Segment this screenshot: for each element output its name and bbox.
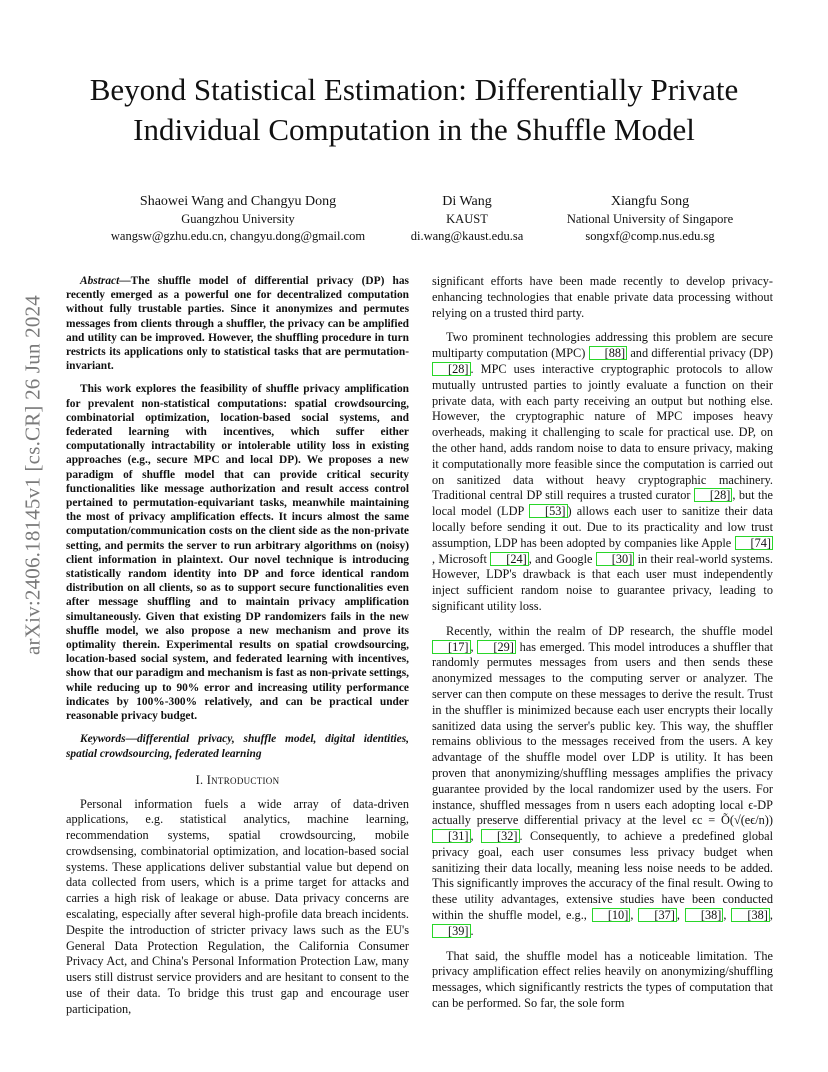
abstract-text-1: —The shuffle model of differential privacy (DP) has recently emerged as a powerful one for decentralized computation without fully trustable parties. Since it anonymizes and permutes messages from clients through a shuffler, the privacy can be amplified and utility can be improved. However, the shuffling procedure in turn restricts its applications only to statistical tasks that are permutation-invariant. — [66, 275, 409, 373]
author-block-1 — [88, 192, 388, 245]
citation-link[interactable]: [39] — [432, 924, 471, 938]
author-email: songxf@comp.nus.edu.sg — [585, 229, 715, 243]
abstract-paragraph-1 — [66, 274, 409, 373]
author-email: wangsw@gzhu.edu.cn, changyu.dong@gmail.com — [110, 229, 366, 243]
author-block-2 — [398, 192, 536, 245]
citation-link[interactable]: [88] — [589, 346, 628, 360]
arxiv-identifier: arXiv:2406.18145v1 [cs.CR] 26 Jun 2024 — [20, 295, 45, 655]
author-block-3 — [548, 192, 752, 245]
citation-link[interactable]: [10] — [592, 908, 631, 922]
keywords-text: —differential privacy, shuffle model, digital identities, spatial crowdsourcing, federated learning — [66, 733, 409, 760]
author-affiliation: National University of Singapore — [566, 212, 734, 226]
author-names: Shaowei Wang and Changyu Dong — [139, 194, 337, 209]
left-column — [66, 274, 409, 1027]
citation-link[interactable]: [17] — [432, 640, 471, 654]
author-affiliation: Guangzhou University — [181, 212, 295, 226]
citation-link[interactable]: [24] — [490, 552, 529, 566]
intro-paragraph-3: Recently, within the realm of DP research, the shuffle model [17] , [29] has emerged. This model introduces a shuffler that randomly permutes messages from users and then sends these anonymized messages to the computing server or analyzer. The server can then compute on these messages to derive the result. Trust in the shuffler is minimized because each user encrypts their locally sanitized data using the server's public key. This way, the shuffler remains oblivious to the messages received from the users. A key advantage of the shuffle model over LDP is utility. It has been proven that anonymizing/shuffling messages amplifies the privacy guarantee provided by the local randomizer used by the users. For instance, shuffled messages from n users each adopting local ϵ-DP actually preserve differential privacy at the level ϵc = Õ(√(eϵ/n)) [31] , [32] . Consequently, to achieve a predefined global privacy goal, each user consumes less privacy budget when sanitizing their data locally, meaning less noise needs to be added. This significantly improves the accuracy of the final result. Owing to these utility advantages, extensive studies have been conducted within the shuffle model, e.g., [10] , [37] , [38] , [38] , [39] . — [432, 623, 773, 938]
abstract-paragraph-2: This work explores the feasibility of shuffle privacy amplification for prevalent non-statistical computations: spatial crowdsourcing, combinatorial optimization, location-based social systems, and federated learning with incentives, which suffer either computationally intractability or intolerable utility loss in existing approaches (e.g., secure MPC and local DP). We proposes a new paradigm of shuffle model that can provide critical security functionalities like message authorization and result access control pertained to permutation-equivariant tasks, meanwhile maintaining the most of privacy amplification effects. It incurs almost the same computation/communication costs on the client side as the non-private setting, and permits the server to run arbitrary algorithms on (noisy) client information in plaintext. Our novel technique is introducing statistically random identity into DP and force identical random distribution on all clients, so as to support secure functionalities even after message shuffling and to maintain privacy amplification simultaneously. Given that existing DP randomizers fails in the new shuffle model, we also propose a new mechanism and prove its optimality therein. Experimental results on spatial crowdsourcing, location-based social system, and federated learning with incentives, show that our paradigm and mechanism is fast as non-private settings, while reducing up to 90% error and increasing utility performance indicates by 100%-300% relatively, and can be practical under reasonable privacy budget. — [66, 383, 409, 723]
intro-paragraph-1: Personal information fuels a wide array of data-driven applications, e.g. statistical analytics, machine learning, recommendation systems, spatial crowdsourcing, mobile crowdsensing, combinatorial optimization, and location-based social systems. These applications deliver substantial value but depend on data collected from users, which is a prime target for attacks and carries a high risk of leakage or abuse. Data privacy concerns are escalating, especially after several high-profile data breach incidents. Despite the introduction of stricter privacy laws such as the EU's General Data Protection Regulation, the California Consumer Privacy Act, and China's Personal Information Protection Law, many users still distrust service providers and are hesitant to consent to the use of their data. To bridge this trust gap and encourage user participation, — [66, 796, 409, 1016]
author-names: Di Wang — [442, 194, 492, 209]
section-number: I. — [195, 772, 204, 787]
author-email: di.wang@kaust.edu.sa — [410, 229, 524, 243]
author-affiliation: KAUST — [446, 212, 488, 226]
author-names: Xiangfu Song — [610, 194, 690, 209]
citation-link[interactable]: [53] — [529, 504, 568, 518]
citation-link[interactable]: [38] — [731, 908, 770, 922]
section-title: Introduction — [206, 772, 280, 787]
citation-link[interactable]: [30] — [596, 552, 635, 566]
arxiv-side-stamp — [18, 290, 48, 660]
intro-paragraph-continued: significant efforts have been made recently to develop privacy-enhancing technologies that enable private data processing without relying on a trusted third party. — [432, 274, 773, 320]
citation-link[interactable]: [38] — [685, 908, 724, 922]
keywords-paragraph — [66, 732, 409, 760]
title-line-1: Beyond Statistical Estimation: Differentially Private — [89, 72, 739, 107]
citation-link[interactable]: [32] — [481, 829, 520, 843]
section-heading-introduction — [66, 773, 409, 789]
citation-link[interactable]: [37] — [638, 908, 677, 922]
intro-paragraph-2: Two prominent technologies addressing this problem are secure multiparty computation (MPC) [88] and differential privacy (DP) [28] . MPC uses interactive cryptographic protocols to allow mutually untrusted parties to jointly evaluate a function on their private data, with each party receiving an output but nothing else. However, the cryptographic nature of MPC imposes heavy overheads, making it challenging to scale for practical use. DP, on the other hand, adds random noise to data to ensure privacy, making it computationally more feasible since the computation is carried out on sanitized data without heavy cryptographic machinery. Traditional central DP still requires a trusted curator [28] , but the local model (LDP [53] ) allows each user to sanitize their data locally before sending it out. Due to its practicality and low trust assumption, LDP has been adopted by companies like Apple [74], Microsoft [24] , and Google [30] in their real-world systems. However, LDP's drawback is that each user must independently inject sufficient random noise to guarantee privacy, leading to significant utility loss. — [432, 330, 773, 613]
paper-title — [40, 70, 788, 150]
citation-link[interactable]: [29] — [477, 640, 516, 654]
title-line-2: Individual Computation in the Shuffle Model — [133, 112, 695, 147]
right-column — [432, 274, 773, 1021]
citation-link[interactable]: [28] — [694, 488, 733, 502]
abstract-label: Abstract — [80, 275, 120, 287]
citation-link[interactable]: [74] — [735, 536, 774, 550]
keywords-label: Keywords — [80, 733, 126, 746]
intro-paragraph-4: That said, the shuffle model has a noticeable limitation. The privacy amplification effect relies heavily on anonymizing/shuffling messages, which significantly restricts the types of computation that can be performed. So far, the sole form — [432, 948, 773, 1011]
citation-link[interactable]: [31] — [432, 829, 471, 843]
citation-link[interactable]: [28] — [432, 362, 471, 376]
